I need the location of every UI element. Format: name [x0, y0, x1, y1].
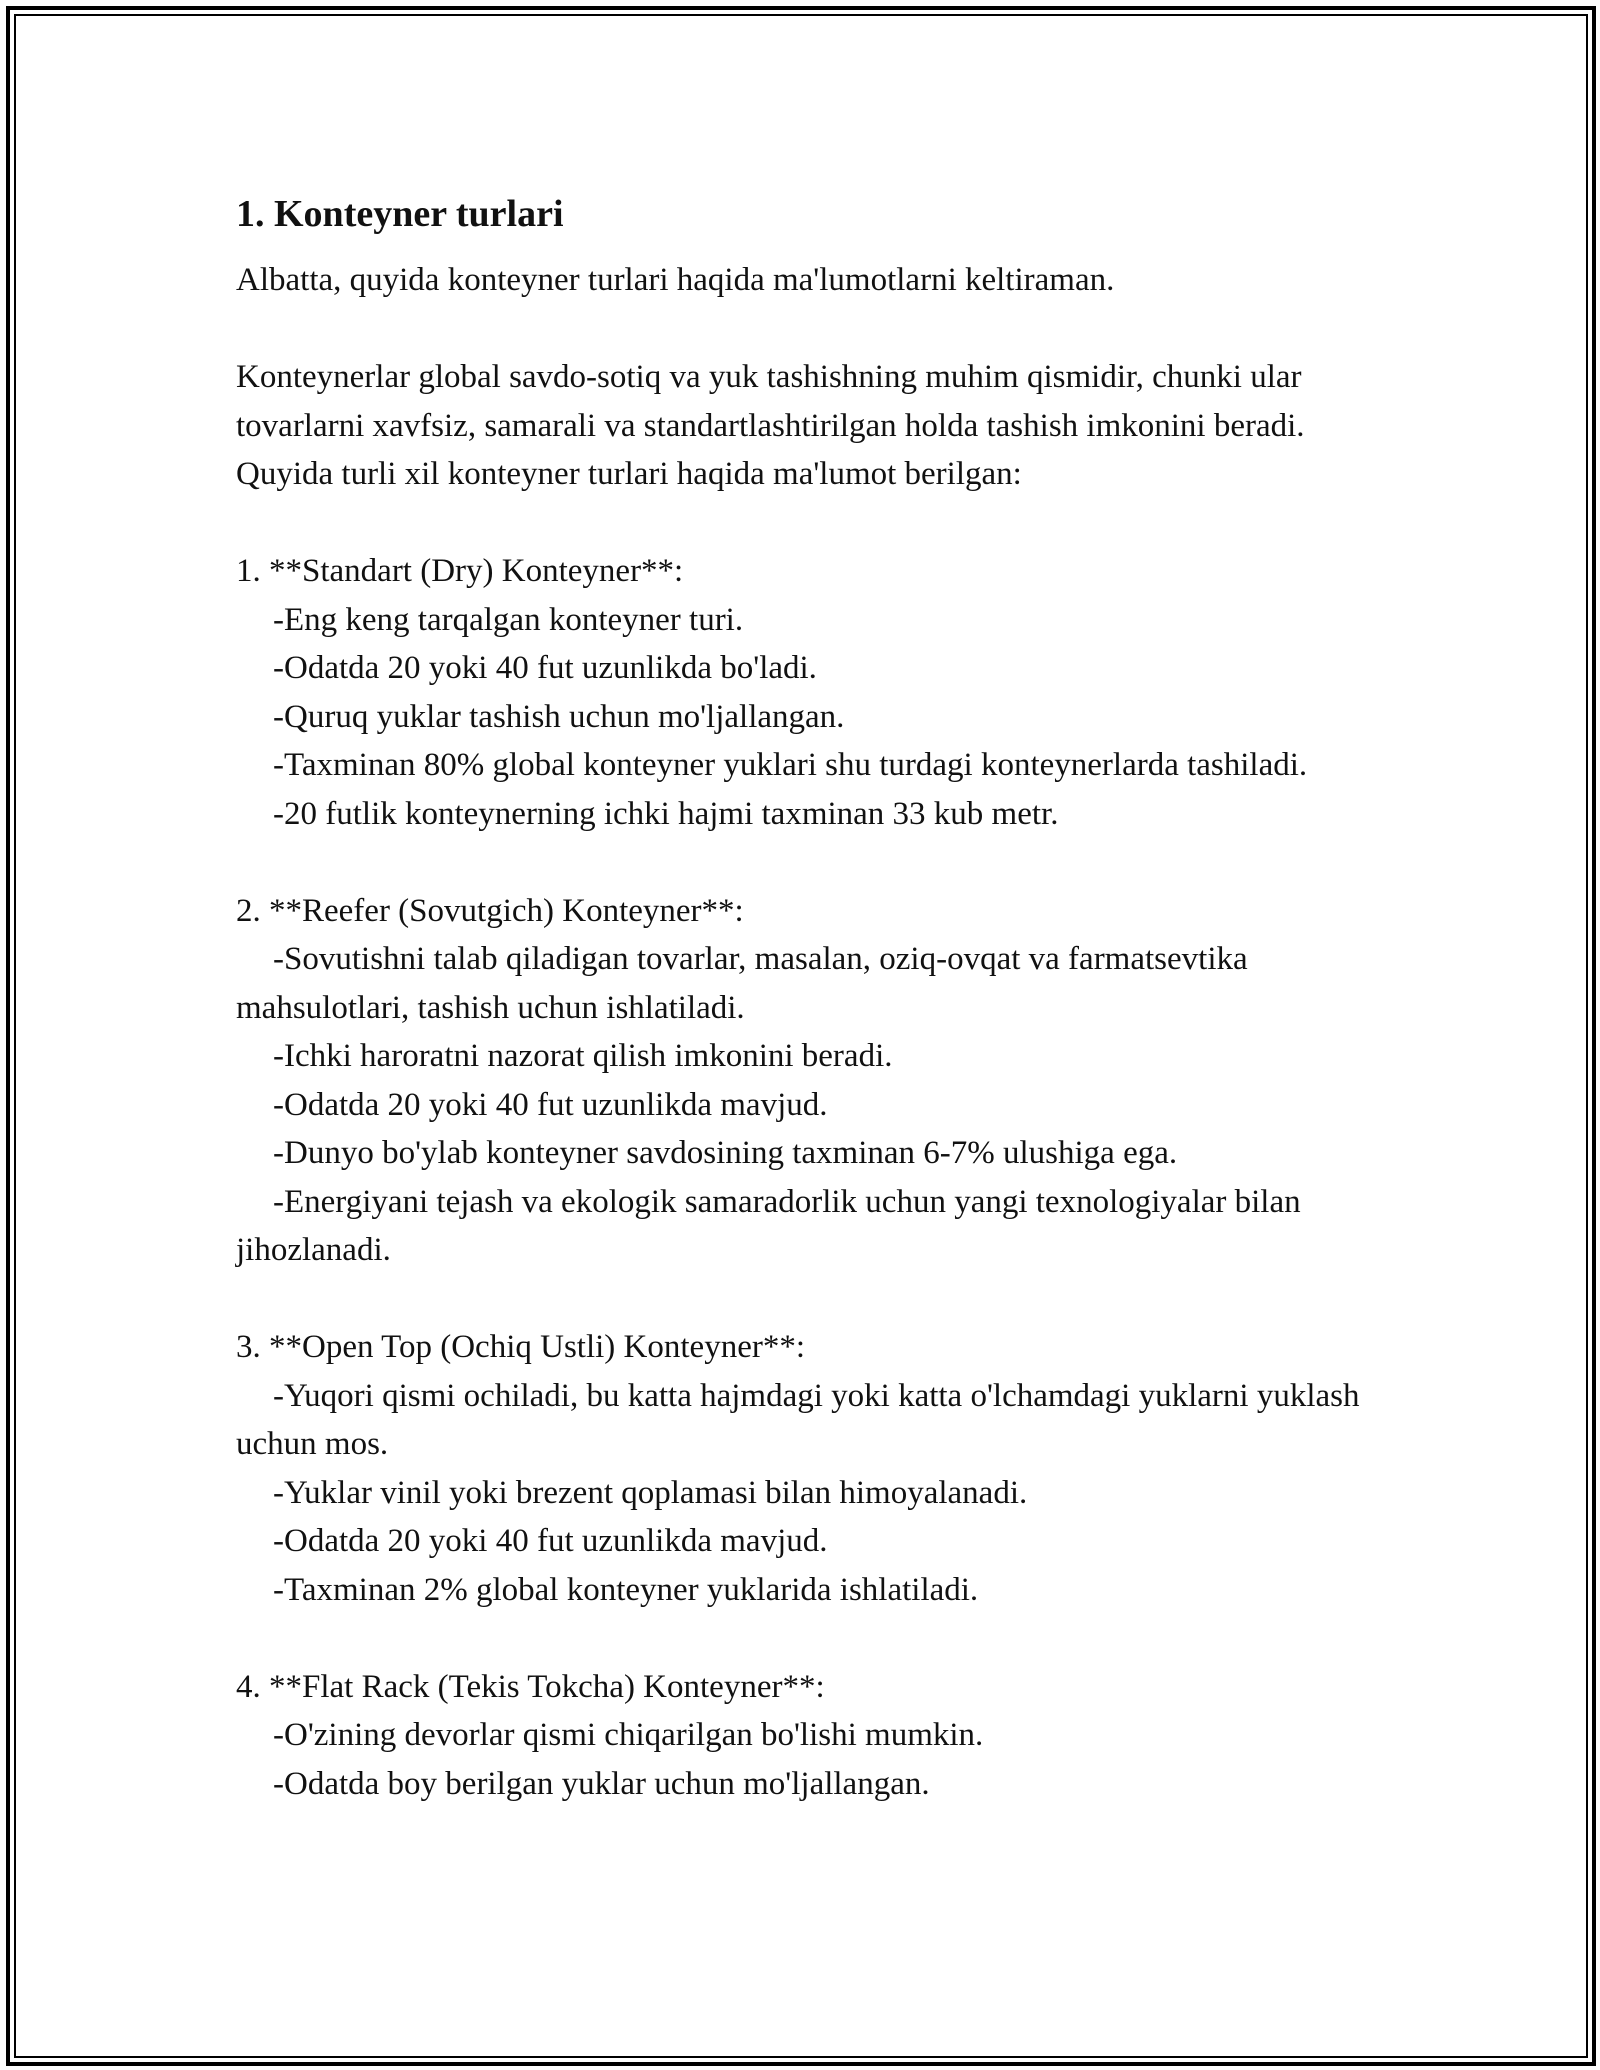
bullet-dash: - [273, 1038, 284, 1074]
bullet-item [236, 596, 1376, 645]
bullet-item [236, 644, 1376, 693]
container-type-section [236, 1663, 1376, 1809]
bullet-text: 20 futlik konteynerning ichki hajmi taxminan 33 kub metr. [284, 795, 1059, 832]
spacer [236, 305, 1376, 354]
bullet-dash: - [273, 1474, 284, 1511]
bullet-dash: - [273, 1523, 284, 1559]
bullet-item [236, 1760, 1376, 1809]
bullet-item [236, 1178, 1376, 1275]
bullet-item [236, 1711, 1376, 1760]
bullet-text: Ichki haroratni nazorat qilish imkonini beradi. [284, 1038, 893, 1074]
bullet-dash: - [273, 1135, 284, 1171]
intro-paragraph: Konteynerlar global savdo-sotiq va yuk tashishning muhim qismidir, chunki ular tovarlarni xavfsiz, samarali va standartlashtirilgan holda tashish imkonini beradi. Quyida turli xil konteyner turlari haqida ma'lumot berilgan: [236, 359, 1313, 492]
bullet-dash: - [273, 1571, 284, 1608]
bullet-item [236, 1566, 1376, 1615]
document-body [236, 186, 1376, 1808]
bullet-text: Quruq yuklar tashish uchun mo'ljallangan. [284, 698, 845, 735]
bullet-text: Yuqori qismi ochiladi, bu katta hajmdagi yoki katta o'lchamdagi yuklarni yuklash uchun mos. [236, 1377, 1360, 1462]
bullet-dash: - [273, 1377, 284, 1414]
container-type-section [236, 547, 1376, 838]
bullet-text: Odatda boy berilgan yuklar uchun mo'ljallangan. [284, 1765, 930, 1802]
spacer [236, 838, 1376, 887]
bullet-dash: - [273, 1086, 284, 1123]
section-heading: 4. **Flat Rack (Tekis Tokcha) Konteyner**: [236, 1668, 825, 1705]
container-type-section [236, 1323, 1376, 1614]
bullet-item [236, 1129, 1376, 1178]
bullet-text: Odatda 20 yoki 40 fut uzunlikda bo'ladi. [284, 650, 817, 686]
bullet-text: Sovutishni talab qiladigan tovarlar, masalan, oziq-ovqat va farmatsevtika mahsulotlari, tashish uchun ishlatiladi. [236, 941, 1248, 1026]
container-type-section [236, 887, 1376, 1275]
container-type-list [236, 499, 1376, 1809]
bullet-text: Taxminan 80% global konteyner yuklari shu turdagi konteynerlarda tashiladi. [284, 747, 1308, 783]
bullet-item [236, 1517, 1376, 1566]
bullet-dash: - [273, 941, 284, 977]
bullet-item [236, 1032, 1376, 1081]
bullet-dash: - [273, 1765, 284, 1802]
bullet-dash: - [273, 650, 284, 686]
document-title: 1. Konteyner turlari [236, 193, 564, 235]
bullet-text: Energiyani tejash va ekologik samaradorlik uchun yangi texnologiyalar bilan jihozlanadi. [236, 1183, 1301, 1268]
section-heading: 3. **Open Top (Ochiq Ustli) Konteyner**: [236, 1329, 805, 1365]
bullet-item [236, 741, 1376, 790]
bullet-dash: - [273, 698, 284, 735]
section-heading: 1. **Standart (Dry) Konteyner**: [236, 553, 684, 589]
intro-text: Albatta, quyida konteyner turlari haqida ma'lumotlarni keltiraman. [236, 262, 1115, 298]
spacer [236, 499, 1376, 548]
bullet-text: Taxminan 2% global konteyner yuklarida ishlatiladi. [284, 1571, 979, 1608]
bullet-dash: - [273, 795, 284, 832]
spacer [236, 1275, 1376, 1324]
spacer [236, 1614, 1376, 1663]
bullet-dash: - [273, 1183, 284, 1220]
bullet-item [236, 935, 1376, 1032]
section-heading: 2. **Reefer (Sovutgich) Konteyner**: [236, 892, 744, 929]
bullet-dash: - [273, 747, 284, 783]
bullet-text: Eng keng tarqalgan konteyner turi. [284, 601, 744, 638]
bullet-dash: - [273, 601, 284, 638]
bullet-text: Yuklar vinil yoki brezent qoplamasi bilan himoyalanadi. [284, 1474, 1028, 1511]
bullet-dash: - [273, 1717, 284, 1753]
bullet-item [236, 790, 1376, 839]
bullet-text: Odatda 20 yoki 40 fut uzunlikda mavjud. [284, 1086, 828, 1123]
bullet-item [236, 1372, 1376, 1469]
bullet-text: Odatda 20 yoki 40 fut uzunlikda mavjud. [284, 1523, 828, 1559]
bullet-item [236, 1081, 1376, 1130]
bullet-text: Dunyo bo'ylab konteyner savdosining taxminan 6-7% ulushiga ega. [284, 1135, 1178, 1171]
bullet-item [236, 693, 1376, 742]
bullet-text: O'zining devorlar qismi chiqarilgan bo'lishi mumkin. [284, 1717, 984, 1753]
bullet-item [236, 1469, 1376, 1518]
